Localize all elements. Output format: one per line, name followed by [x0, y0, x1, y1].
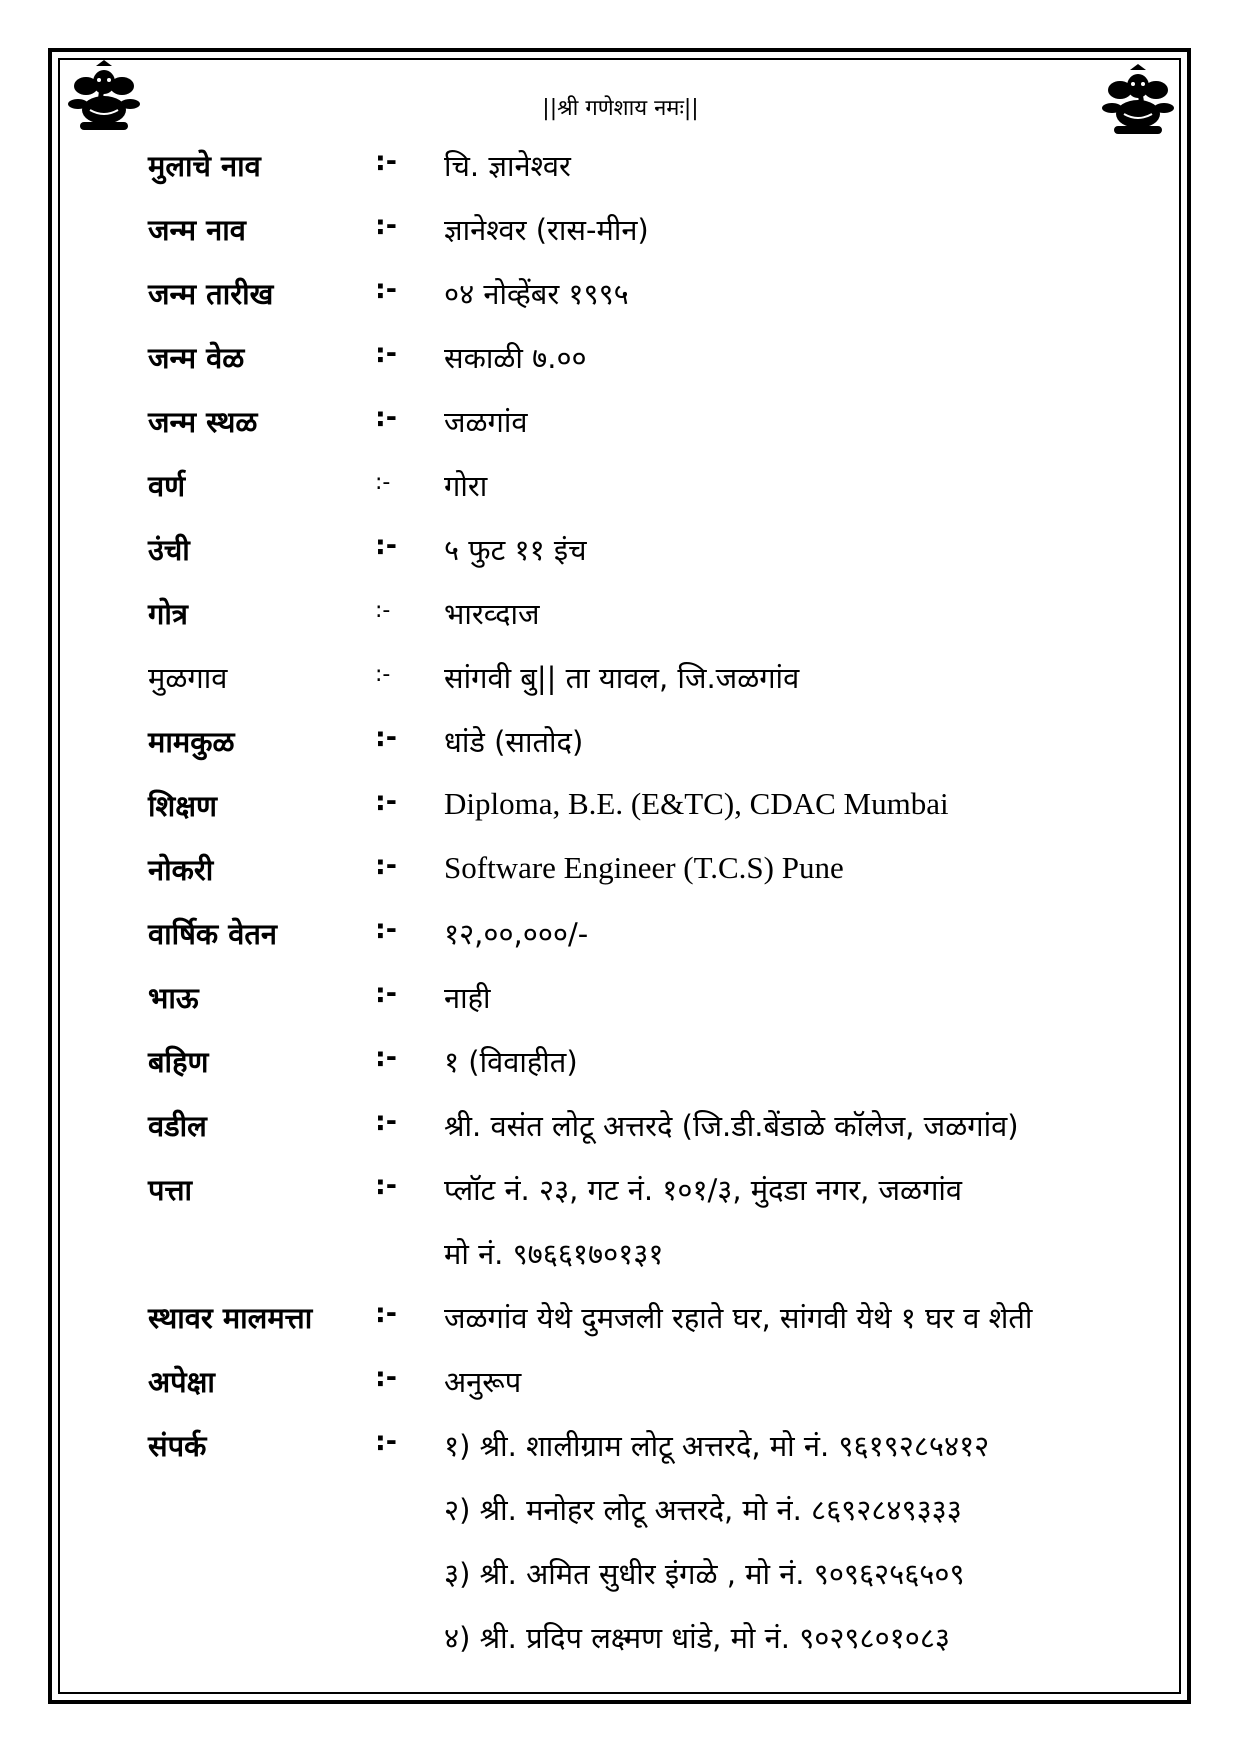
- row-separator: :-: [375, 274, 398, 305]
- row-separator: :-: [375, 1042, 398, 1073]
- row-value: जळगांव येथे दुमजली रहाते घर, सांगवी येथे १ घर व शेती: [444, 1301, 1033, 1335]
- row-label: गोत्र: [148, 597, 188, 631]
- row-education: [0, 786, 1241, 836]
- row-label: जन्म वेळ: [148, 341, 245, 375]
- row-value: जळगांव: [444, 405, 528, 439]
- row-label: मुळगाव: [148, 661, 228, 695]
- row-value: अनुरूप: [444, 1365, 522, 1399]
- row-separator: :-: [375, 530, 398, 561]
- row-separator: :-: [375, 1106, 398, 1137]
- invocation-heading: ||श्री गणेशाय नमः||: [542, 96, 699, 121]
- row-separator: :-: [375, 402, 398, 433]
- row-label: जन्म तारीख: [148, 277, 274, 311]
- row-value: मो नं. ९७६६१७०१३१: [444, 1237, 664, 1271]
- row-separator: :-: [375, 210, 398, 241]
- row-contact-2: [0, 1490, 1241, 1540]
- row-value: ३) श्री. अमित सुधीर इंगळे , मो नं. ९०९६२५६५०९: [444, 1557, 965, 1591]
- row-height: [0, 530, 1241, 580]
- row-address-mobile: [0, 1234, 1241, 1284]
- row-value: श्री. वसंत लोटू अत्तरदे (जि.डी.बेंडाळे कॉलेज, जळगांव): [444, 1109, 1019, 1143]
- row-label: पत्ता: [148, 1173, 193, 1207]
- row-label: वार्षिक वेतन: [148, 917, 278, 951]
- row-label: बहिण: [148, 1045, 209, 1079]
- row-label: वडील: [148, 1109, 207, 1143]
- row-label: मुलाचे नाव: [148, 149, 261, 183]
- row-value: सकाळी ७.००: [444, 341, 587, 375]
- row-label: शिक्षण: [148, 789, 217, 823]
- row-label: वर्ण: [148, 469, 186, 503]
- row-separator: :-: [375, 850, 398, 881]
- row-father: [0, 1106, 1241, 1156]
- row-label: उंची: [148, 533, 190, 567]
- row-maternal-family: [0, 722, 1241, 772]
- row-birth-place: [0, 402, 1241, 452]
- row-value: ५ फुट ११ इंच: [444, 533, 587, 567]
- row-value: प्लॉट नं. २३, गट नं. १०१/३, मुंदडा नगर, जळगांव: [444, 1173, 963, 1207]
- row-value: ४) श्री. प्रदिप लक्ष्मण धांडे, मो नं. ९०२९८०१०८३: [444, 1621, 950, 1655]
- row-separator: :-: [375, 978, 398, 1009]
- row-value: सांगवी बु|| ता यावल, जि.जळगांव: [444, 661, 800, 695]
- row-separator: :-: [375, 1298, 398, 1329]
- row-gotra: [0, 594, 1241, 644]
- row-value: ०४ नोव्हेंबर १९९५: [444, 277, 629, 311]
- row-label: स्थावर मालमत्ता: [148, 1301, 313, 1335]
- row-birth-time: [0, 338, 1241, 388]
- row-native-place: [0, 658, 1241, 708]
- row-contact-1: [0, 1426, 1241, 1476]
- row-address: [0, 1170, 1241, 1220]
- row-separator: :-: [375, 1426, 398, 1457]
- row-property: [0, 1298, 1241, 1348]
- row-sister: [0, 1042, 1241, 1092]
- row-contact-4: [0, 1618, 1241, 1668]
- row-value: भारव्दाज: [444, 597, 540, 631]
- row-brother: [0, 978, 1241, 1028]
- row-value: १२,००,०००/-: [444, 917, 589, 951]
- row-separator: :-: [375, 786, 398, 817]
- row-separator: :-: [375, 662, 391, 687]
- row-value: Diploma, B.E. (E&TC), CDAC Mumbai: [444, 786, 949, 821]
- row-separator: :-: [375, 1362, 398, 1393]
- row-label: मामकुळ: [148, 725, 235, 759]
- row-birth-name: [0, 210, 1241, 260]
- row-expectation: [0, 1362, 1241, 1412]
- row-separator: :-: [375, 146, 398, 177]
- row-value: Software Engineer (T.C.S) Pune: [444, 850, 844, 885]
- row-separator: :-: [375, 598, 391, 623]
- row-label: भाऊ: [148, 981, 199, 1015]
- row-boy-name: [0, 146, 1241, 196]
- row-label: जन्म नाव: [148, 213, 246, 247]
- row-separator: :-: [375, 914, 398, 945]
- row-label: नोकरी: [148, 853, 214, 887]
- row-label: संपर्क: [148, 1429, 207, 1463]
- row-separator: :-: [375, 338, 398, 369]
- row-label: जन्म स्थळ: [148, 405, 258, 439]
- row-value: गोरा: [444, 469, 488, 503]
- row-value: नाही: [444, 981, 491, 1015]
- row-value: २) श्री. मनोहर लोटू अत्तरदे, मो नं. ८६९२८४९३३३: [444, 1493, 962, 1527]
- row-annual-salary: [0, 914, 1241, 964]
- row-separator: :-: [375, 470, 391, 495]
- row-value: १ (विवाहीत): [444, 1045, 578, 1079]
- row-label: अपेक्षा: [148, 1365, 215, 1399]
- row-separator: :-: [375, 722, 398, 753]
- row-complexion: [0, 466, 1241, 516]
- row-value: धांडे (सातोद): [444, 725, 584, 759]
- row-value: १) श्री. शालीग्राम लोटू अत्तरदे, मो नं. ९६१९२८५४१२: [444, 1429, 990, 1463]
- row-contact-3: [0, 1554, 1241, 1604]
- row-separator: :-: [375, 1170, 398, 1201]
- row-value: चि. ज्ञानेश्वर: [444, 149, 571, 183]
- row-birth-date: [0, 274, 1241, 324]
- row-value: ज्ञानेश्वर (रास-मीन): [444, 213, 649, 247]
- row-job: [0, 850, 1241, 900]
